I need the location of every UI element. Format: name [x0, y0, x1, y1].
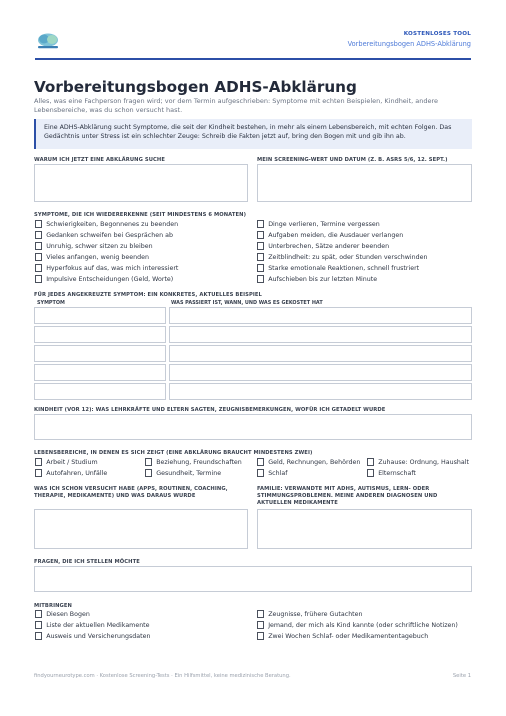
example-detail-cell[interactable]: [169, 307, 472, 324]
why-label: WARUM ICH JETZT EINE ABKLÄRUNG SUCHE: [34, 157, 166, 163]
checkbox-box[interactable]: [145, 458, 152, 465]
example-detail-cell[interactable]: [169, 383, 472, 400]
bring-label: MITBRINGEN: [34, 603, 72, 609]
screening-label: MEIN SCREENING-WERT UND DATUM (Z. B. ASRS 5/6, 12. SEPT.): [257, 157, 448, 163]
page-number: Seite 1: [452, 673, 471, 679]
area-checkbox[interactable]: Autofahren, Unfälle: [35, 468, 107, 478]
symptom-checkbox[interactable]: Vieles anfangen, wenig beenden: [35, 252, 149, 262]
symptom-checkbox[interactable]: Unruhig, schwer sitzen zu bleiben: [35, 241, 153, 251]
bring-checkbox[interactable]: Zeugnisse, frühere Gutachten: [257, 609, 363, 619]
why-field[interactable]: [34, 164, 248, 202]
footer-text: findyourneurotype.com · Kostenlose Screening-Tests · Ein Hilfsmittel, keine medizinische Beratung.: [34, 673, 291, 679]
checkbox-box[interactable]: [35, 220, 42, 227]
family-field[interactable]: [257, 509, 472, 549]
bring-checkbox[interactable]: Ausweis und Versicherungsdaten: [35, 631, 150, 641]
childhood-field[interactable]: [34, 414, 472, 440]
checkbox-box[interactable]: [257, 220, 264, 227]
checkbox-box[interactable]: [35, 458, 42, 465]
checkbox-box[interactable]: [35, 242, 42, 249]
symptom-checkbox[interactable]: Schwierigkeiten, Begonnenes zu beenden: [35, 219, 178, 229]
area-checkbox[interactable]: Geld, Rechnungen, Behörden: [257, 457, 360, 467]
example-detail-cell[interactable]: [169, 364, 472, 381]
example-symptom-cell[interactable]: [34, 383, 166, 400]
header-subtitle: Vorbereitungsbogen ADHS-Abklärung: [347, 40, 471, 48]
checkbox-box[interactable]: [257, 610, 264, 617]
childhood-label: KINDHEIT (VOR 12): WAS LEHRKRÄFTE UND ELTERN SAGTEN, ZEUGNISBEMERKUNGEN, WOFÜR ICH GETADELT WURDE: [34, 407, 386, 413]
header-kicker: KOSTENLOSES TOOL: [403, 31, 471, 37]
symptom-checkbox[interactable]: Hyperfokus auf das, was mich interessiert: [35, 263, 178, 273]
example-symptom-cell[interactable]: [34, 364, 166, 381]
tried-field[interactable]: [34, 509, 248, 549]
example-detail-cell[interactable]: [169, 345, 472, 362]
examples-label: FÜR JEDES ANGEKREUZTE SYMPTOM: EIN KONKRETES, AKTUELLES BEISPIEL: [34, 292, 262, 298]
symptoms-label: SYMPTOME, DIE ICH WIEDERERKENNE (SEIT MINDESTENS 6 MONATEN): [34, 212, 247, 218]
checkbox-box[interactable]: [35, 231, 42, 238]
symptom-checkbox[interactable]: Aufgaben meiden, die Ausdauer verlangen: [257, 230, 403, 240]
checkbox-box[interactable]: [35, 610, 42, 617]
area-checkbox[interactable]: Gesundheit, Termine: [145, 468, 221, 478]
area-checkbox[interactable]: Beziehung, Freundschaften: [145, 457, 242, 467]
checkbox-box[interactable]: [35, 275, 42, 282]
info-callout: Eine ADHS-Abklärung sucht Symptome, die seit der Kindheit bestehen, in mehr als einem Lebensbereich, mit echten Folgen. Das Gedächtnis unter Stress ist ein schlechter Zeuge: Schreib die Fakten jetzt auf, bring den Bogen mit und gib ihn ab.: [34, 119, 472, 149]
checkbox-box[interactable]: [35, 253, 42, 260]
questions-label: FRAGEN, DIE ICH STELLEN MÖCHTE: [34, 559, 140, 565]
header-divider: [35, 58, 471, 60]
example-symptom-cell[interactable]: [34, 326, 166, 343]
tried-label: WAS ICH SCHON VERSUCHT HABE (APPS, ROUTINEN, COACHING, THERAPIE, MEDIKAMENTE) UND WAS DARAUS WURDE: [34, 486, 228, 499]
area-checkbox[interactable]: Arbeit / Studium: [35, 457, 98, 467]
brain-logo-icon: [35, 32, 61, 50]
checkbox-box[interactable]: [257, 469, 264, 476]
symptom-checkbox[interactable]: Aufschieben bis zur letzten Minute: [257, 274, 377, 284]
checkbox-box[interactable]: [257, 242, 264, 249]
header-meta: [348, 31, 471, 48]
checkbox-box[interactable]: [367, 458, 374, 465]
bring-checkbox[interactable]: Zwei Wochen Schlaf- oder Medikamententagebuch: [257, 631, 428, 641]
checkbox-box[interactable]: [35, 264, 42, 271]
checkbox-box[interactable]: [367, 469, 374, 476]
areas-label: LEBENSBEREICHE, IN DENEN ES SICH ZEIGT (EINE ABKLÄRUNG BRAUCHT MINDESTENS ZWEI): [34, 450, 313, 456]
checkbox-box[interactable]: [257, 621, 264, 628]
symptom-checkbox[interactable]: Starke emotionale Reaktionen, schnell frustriert: [257, 263, 419, 273]
bring-checkbox[interactable]: Jemand, der mich als Kind kannte (oder schriftliche Notizen): [257, 620, 458, 630]
screening-field[interactable]: [257, 164, 472, 202]
area-checkbox[interactable]: Elternschaft: [367, 468, 416, 478]
symptom-checkbox[interactable]: Gedanken schweifen bei Gesprächen ab: [35, 230, 173, 240]
symptom-checkbox[interactable]: Impulsive Entscheidungen (Geld, Worte): [35, 274, 173, 284]
family-label: FAMILIE: VERWANDTE MIT ADHS, AUTISMUS, LERN- ODER STIMMUNGSPROBLEMEN. MEINE ANDEREN DIAGNOSEN UND AKTUELLEN MEDIKAMENTE: [257, 486, 438, 506]
page-title: Vorbereitungsbogen ADHS-Abklärung: [34, 78, 357, 96]
area-checkbox[interactable]: Schlaf: [257, 468, 287, 478]
symptom-checkbox[interactable]: Unterbrechen, Sätze anderer beenden: [257, 241, 389, 251]
column-header-symptom: SYMPTOM: [37, 300, 65, 306]
example-detail-cell[interactable]: [169, 326, 472, 343]
bring-checkbox[interactable]: Diesen Bogen: [35, 609, 90, 619]
symptom-checkbox[interactable]: Dinge verlieren, Termine vergessen: [257, 219, 380, 229]
checkbox-box[interactable]: [257, 231, 264, 238]
example-symptom-cell[interactable]: [34, 345, 166, 362]
symptom-checkbox[interactable]: Zeitblindheit: zu spät, oder Stunden verschwinden: [257, 252, 428, 262]
example-symptom-cell[interactable]: [34, 307, 166, 324]
checkbox-box[interactable]: [257, 275, 264, 282]
page-intro: Alles, was eine Fachperson fragen wird; vor dem Termin aufgeschrieben: Symptome mit echten Beispielen, Kindheit, andere Lebensbereiche, was du schon versucht hast.: [34, 97, 439, 114]
checkbox-box[interactable]: [257, 264, 264, 271]
checkbox-box[interactable]: [35, 469, 42, 476]
checkbox-box[interactable]: [145, 469, 152, 476]
bring-checkbox[interactable]: Liste der aktuellen Medikamente: [35, 620, 150, 630]
checkbox-box[interactable]: [257, 458, 264, 465]
checkbox-box[interactable]: [35, 621, 42, 628]
questions-field[interactable]: [34, 566, 472, 592]
checkbox-box[interactable]: [257, 253, 264, 260]
checkbox-box[interactable]: [35, 632, 42, 639]
column-header-what: WAS PASSIERT IST, WANN, UND WAS ES GEKOSTET HAT: [171, 300, 323, 306]
checkbox-box[interactable]: [257, 632, 264, 639]
area-checkbox[interactable]: Zuhause: Ordnung, Haushalt: [367, 457, 469, 467]
